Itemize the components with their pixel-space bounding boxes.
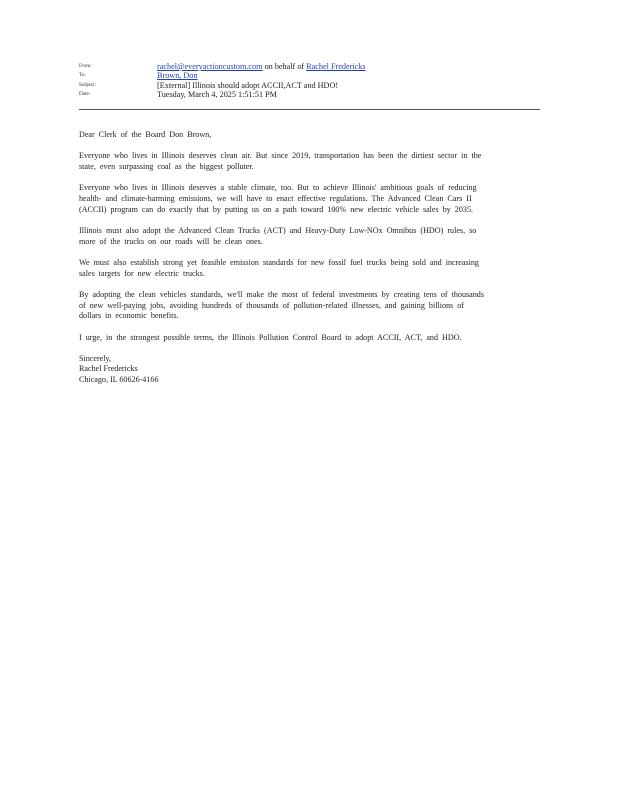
paragraph-line: Everyone who lives in Illinois deserves a stable climate, too. But to achieve Illinois' ambitious goals of reducing [79, 183, 477, 193]
to-value [157, 71, 197, 80]
paragraph-line: health- and climate-harming emissions, we will have to enact effective regulations. The Advanced Clean Cars II [79, 193, 472, 203]
signer-location: Chicago, IL 60626-4166 [79, 375, 159, 385]
paragraph-line: We must also establish strong yet feasible emission standards for new fossil fuel trucks being sold and increasing [79, 257, 479, 267]
paragraph-clean-air [79, 151, 529, 172]
to-recipient-link[interactable]: Brown, Don [157, 71, 198, 81]
paragraph-act-hdo [79, 226, 529, 247]
from-row [79, 62, 540, 71]
paragraph-line: dollars in economic benefits. [79, 311, 179, 321]
paragraph-benefits [79, 290, 529, 322]
header-divider [79, 109, 540, 110]
letter-body [79, 130, 529, 386]
paragraph-line: of new well-paying jobs, avoiding hundreds of thousands of pollution-related illnesses, and gaining billions of [79, 300, 464, 310]
paragraph-line: Illinois must also adopt the Advanced Clean Trucks (ACT) and Heavy-Duty Low-NOx Omnibus (HDO) rules, so [79, 225, 477, 235]
signer-name: Rachel Fredericks [79, 364, 138, 374]
paragraph-line: (ACCII) program can do exactly that by putting us on a path toward 100% new electric vehicle sales by 2035. [79, 204, 474, 214]
date-row [79, 90, 540, 99]
paragraph-line: sales targets for new electric trucks. [79, 268, 205, 278]
date-label: Date: [79, 90, 91, 97]
paragraph-emission-standards [79, 258, 529, 279]
email-header [79, 62, 540, 99]
salutation: Dear Clerk of the Board Don Brown, [79, 130, 212, 139]
paragraph-line: state, even surpassing coal as the biggest polluter. [79, 161, 254, 171]
sign-off: Sincerely, [79, 353, 112, 363]
from-behalf-text: on behalf of [262, 62, 307, 71]
paragraph-urge [79, 333, 529, 344]
from-label: From: [79, 63, 92, 69]
subject-label: Subject: [79, 81, 97, 88]
to-label: To: [79, 72, 86, 79]
to-row [79, 71, 540, 80]
from-value [157, 62, 366, 71]
from-email-link[interactable]: rachel@everyactioncustom.com [157, 62, 263, 71]
date-value: Tuesday, March 4, 2025 1:51:51 PM [157, 89, 277, 99]
paragraph-line: Everyone who lives in Illinois deserves clean air. But since 2019, transportation has been the dirtiest sector in the [79, 151, 482, 161]
paragraph-line: I urge, in the strongest possible terms, the Illinois Pollution Control Board to adopt ACCII, ACT, and HDO. [79, 332, 462, 342]
subject-value: [External] Illinois should adopt ACCII,ACT and HDO! [157, 80, 339, 90]
signature-block [79, 354, 529, 386]
paragraph-stable-climate [79, 183, 529, 215]
subject-row [79, 81, 540, 90]
paragraph-line: more of the trucks on our roads will be clean ones. [79, 236, 263, 246]
from-name-link[interactable]: Rachel Fredericks [306, 62, 366, 71]
paragraph-line: By adopting the clean vehicles standards, we'll make the most of federal investments by creating tens of thousands [79, 289, 484, 299]
